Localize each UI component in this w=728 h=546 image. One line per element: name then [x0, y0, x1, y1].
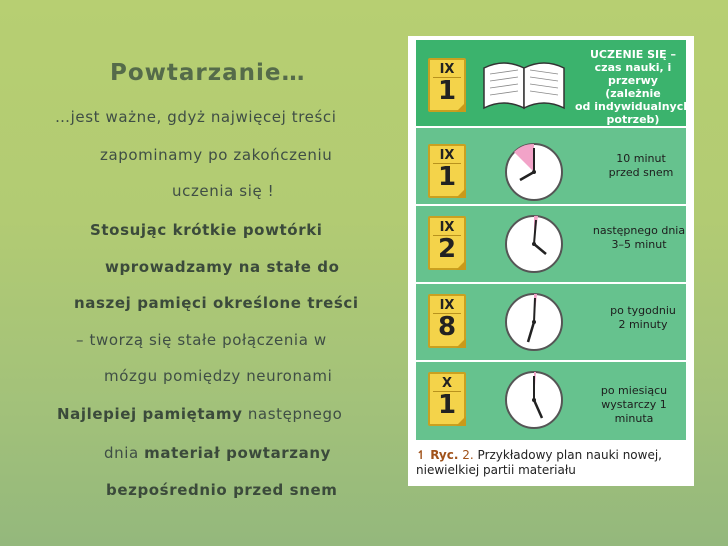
- text-line-7: – tworzą się stałe połączenia w: [76, 331, 327, 349]
- text-bold-material: materiał powtarzany: [144, 444, 332, 462]
- calendar-month: IX: [439, 148, 455, 163]
- figure-row-learning: [416, 40, 692, 128]
- row-3-line-2: 2 minuty: [618, 318, 668, 331]
- text-nastepnego: następnego: [242, 405, 343, 423]
- calendar-month: X: [441, 376, 453, 391]
- row-4-text: [582, 384, 686, 426]
- calendar-icon: [428, 294, 466, 348]
- text-line-10: [104, 444, 331, 462]
- calendar-month: IX: [439, 298, 455, 313]
- header-line-3: (zależnie: [605, 87, 661, 100]
- figure-rows: [416, 40, 692, 440]
- header-line-1: UCZENIE SIĘ –: [590, 48, 676, 61]
- caption-ryc: Ryc.: [430, 448, 459, 462]
- text-line-11: bezpośrednio przed snem: [106, 481, 338, 499]
- header-line-4: od indywidualnych: [574, 100, 692, 113]
- calendar-icon: [428, 372, 466, 426]
- row-1-line-1: 10 minut: [616, 152, 666, 165]
- text-line-1: …jest ważne, gdyż najwięcej treści: [55, 108, 337, 126]
- text-dnia: dnia: [104, 444, 145, 462]
- row-4-line-2: wystarczy 1 minuta: [601, 398, 667, 425]
- caption-text-2: niewielkiej partii materiału: [416, 463, 576, 477]
- figure-row-3: [416, 284, 686, 362]
- text-line-5: wprowadzamy na stałe do: [105, 258, 340, 276]
- text-line-3: uczenia się !: [172, 182, 275, 200]
- header-line-5: potrzeb): [606, 113, 660, 126]
- row-1-text: [596, 152, 686, 180]
- caption-number: 2.: [462, 448, 474, 462]
- learning-header: [574, 48, 692, 126]
- book-icon: [480, 54, 570, 114]
- calendar-icon: [428, 144, 466, 198]
- row-2-line-1: następnego dnia: [592, 224, 686, 237]
- text-line-9: [57, 405, 342, 423]
- calendar-icon: [428, 216, 466, 270]
- clock-icon: [502, 140, 566, 204]
- calendar-icon: [428, 58, 466, 112]
- caption-text-1: Przykładowy plan nauki nowej,: [477, 448, 662, 462]
- text-bold-najlepiej: Najlepiej pamiętamy: [57, 405, 243, 423]
- figure-caption: [416, 448, 688, 478]
- figure-row-1: [416, 128, 686, 206]
- figure-panel: [408, 36, 694, 486]
- figure-row-4: [416, 362, 686, 440]
- calendar-day: 1: [437, 76, 457, 106]
- row-4-line-1: po miesiącu: [600, 384, 668, 397]
- header-line-2: czas nauki, i przerwy: [594, 61, 672, 87]
- figure-row-2: [416, 206, 686, 284]
- text-line-2: zapominamy po zakończeniu: [100, 146, 333, 164]
- calendar-month: IX: [439, 220, 455, 235]
- caption-line-1: [416, 448, 688, 463]
- row-1-line-2: przed snem: [608, 166, 674, 179]
- calendar-day: 2: [437, 234, 457, 264]
- row-3-line-1: po tygodniu: [610, 304, 676, 317]
- calendar-day: 1: [437, 390, 457, 420]
- text-line-4: Stosując krótkie powtórki: [90, 221, 323, 239]
- row-2-text: [592, 224, 686, 252]
- clock-icon: [502, 368, 566, 432]
- text-line-6: naszej pamięci określone treści: [74, 294, 359, 312]
- clock-icon: [502, 290, 566, 354]
- row-3-text: [600, 304, 686, 332]
- row-2-line-2: 3–5 minut: [611, 238, 667, 251]
- clock-icon: [502, 212, 566, 276]
- text-line-8: mózgu pomiędzy neuronami: [104, 367, 333, 385]
- calendar-month: IX: [439, 62, 455, 77]
- calendar-day: 8: [437, 312, 457, 342]
- slide-title: Powtarzanie…: [110, 60, 306, 86]
- caption-arrow-icon: ↿: [416, 448, 431, 462]
- calendar-day: 1: [437, 162, 457, 192]
